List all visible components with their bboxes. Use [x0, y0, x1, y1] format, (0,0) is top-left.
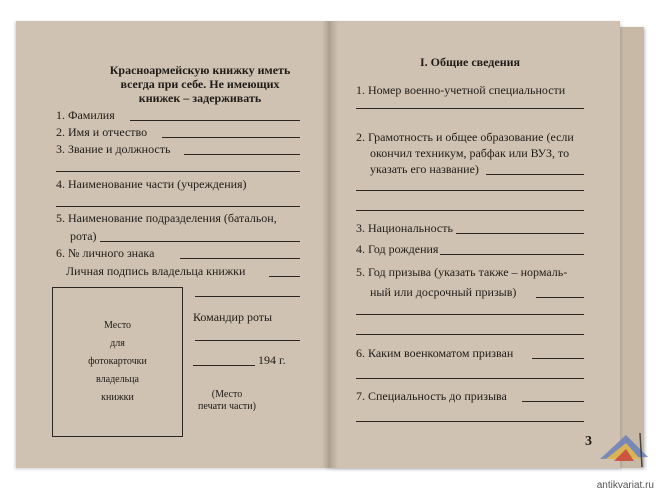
- item-6: 6. Каким военкоматом призван: [356, 346, 514, 360]
- item-2-line: [486, 174, 584, 175]
- field-rank-label: 3. Звание и должность: [56, 142, 171, 156]
- field-tag-label: 6. № личного знака: [56, 246, 155, 260]
- item-3: 3. Национальность: [356, 221, 453, 235]
- field-rank-line: [184, 154, 300, 155]
- photo-label-1: Место: [103, 320, 132, 331]
- item-4-line: [440, 254, 584, 255]
- page-number: 3: [585, 434, 592, 449]
- section-title: I. Общие сведения: [419, 55, 521, 69]
- photo-label-4: владельца: [96, 374, 139, 385]
- field-surname-label: 1. Фамилия: [56, 108, 115, 122]
- field-unit-label: 4. Наименование части (учреждения): [56, 177, 247, 191]
- field-subdivision-label: 5. Наименование подразделения (батальон,: [56, 211, 277, 225]
- photo-label-2: для: [110, 338, 125, 349]
- item-6-line-2: [356, 378, 584, 379]
- item-2-line-b: окончил техникум, рабфак или ВУЗ, то: [370, 146, 570, 160]
- commander-label: Командир роты: [193, 310, 273, 324]
- date-line: [193, 365, 255, 366]
- commander-line: [195, 340, 300, 341]
- stamp-label-1: (Место: [211, 389, 243, 400]
- field-tag-line: [180, 258, 300, 259]
- photo-placeholder-box: [52, 287, 183, 437]
- item-2-line-2: [356, 190, 584, 191]
- field-subdivision-label-2: рота): [70, 229, 97, 243]
- field-subdivision-line: [100, 241, 300, 242]
- commander-line-top: [195, 296, 300, 297]
- left-header-line-3: книжек – задерживать: [138, 91, 262, 105]
- item-5-line-3: [356, 334, 584, 335]
- item-2-line-c: указать его название): [370, 162, 479, 176]
- item-7-line: [522, 401, 584, 402]
- item-5-line-b: ный или досрочный призыв): [370, 285, 517, 299]
- item-2-line-a: 2. Грамотность и общее образование (если: [356, 130, 574, 144]
- photo-label-5: книжки: [101, 392, 134, 403]
- field-surname-line: [130, 120, 300, 121]
- field-rank-line-2: [56, 171, 300, 172]
- item-5-line: [536, 297, 584, 298]
- left-header-line-2: всегда при себе. Не имеющих: [120, 77, 280, 91]
- page-fold: [322, 21, 338, 468]
- date-year: 194 г.: [258, 353, 286, 367]
- item-1-line: [356, 108, 584, 109]
- field-unit-line: [56, 206, 300, 207]
- item-6-line: [532, 358, 584, 359]
- photo-label-3: фотокарточки: [88, 356, 147, 367]
- item-1: 1. Номер военно-учетной специальности: [356, 83, 566, 97]
- item-3-line: [456, 233, 584, 234]
- item-7-line-2: [356, 421, 584, 422]
- item-5-line-a: 5. Год призыва (указать также – нормаль-: [356, 265, 568, 279]
- field-name-label: 2. Имя и отчество: [56, 125, 148, 139]
- signature-label: Личная подпись владельца книжки: [66, 264, 246, 278]
- signature-line: [269, 276, 300, 277]
- field-name-line: [162, 137, 300, 138]
- antikvariat-logo-icon: [596, 429, 652, 473]
- stamp-label-2: печати части): [198, 401, 256, 412]
- left-header-line-1: Красноармейскую книжку иметь: [109, 63, 291, 77]
- item-2-line-3: [356, 210, 584, 211]
- item-7: 7. Специальность до призыва: [356, 389, 507, 403]
- item-5-line-2: [356, 314, 584, 315]
- watermark-text: antikvariat.ru: [596, 480, 654, 491]
- item-4: 4. Год рождения: [356, 242, 439, 256]
